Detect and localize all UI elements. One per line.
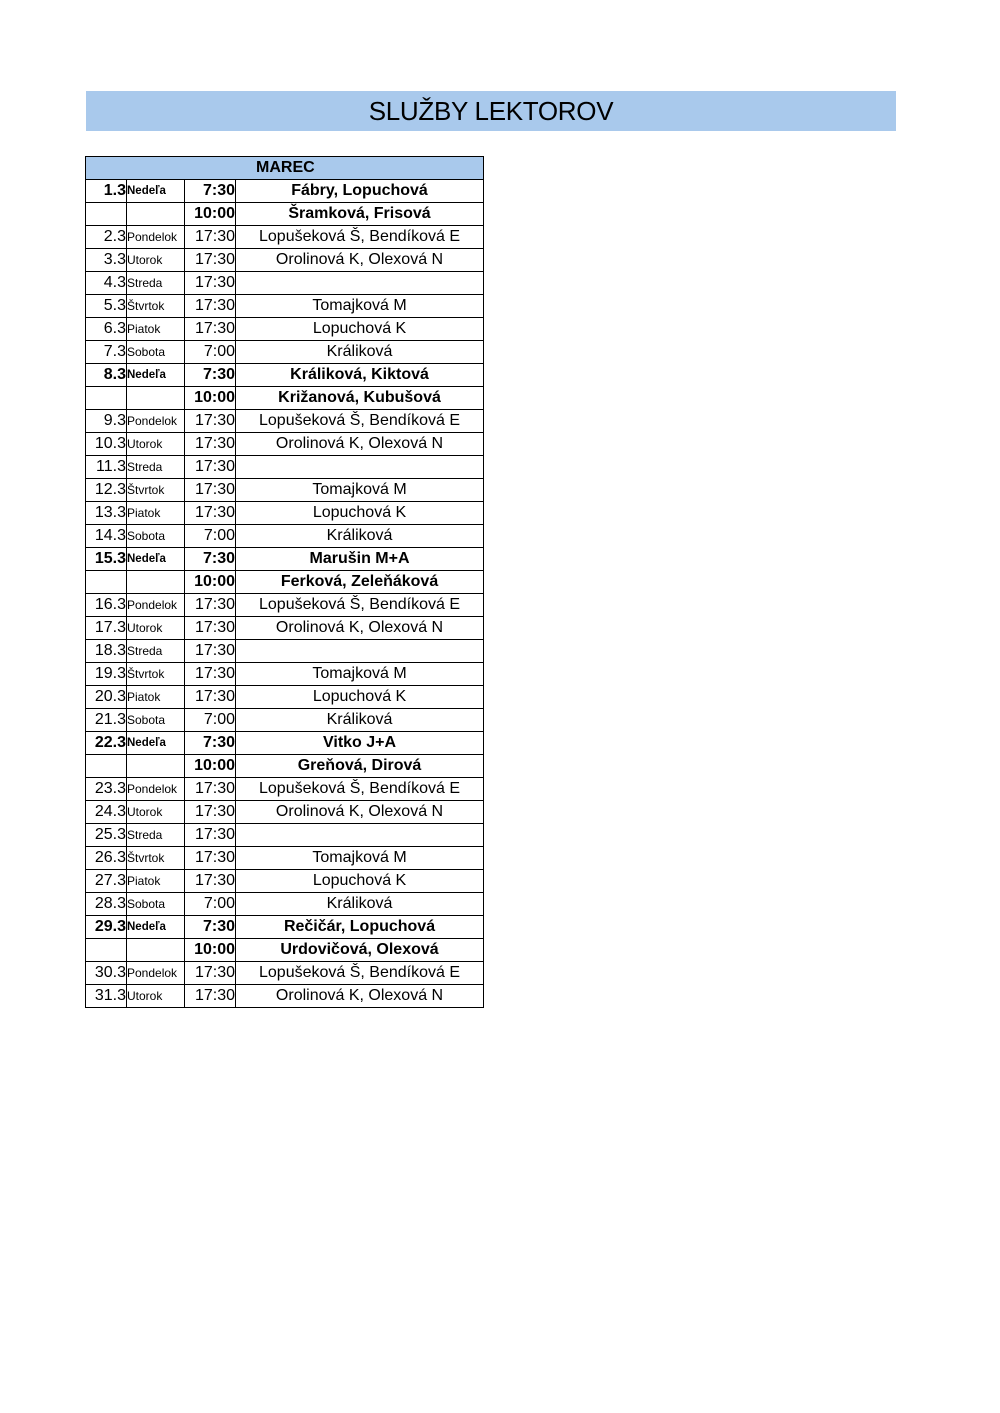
- time-cell: 17:30: [185, 479, 236, 502]
- table-row: [86, 847, 484, 870]
- time-cell: 17:30: [185, 686, 236, 709]
- date-cell: 12.3: [86, 479, 127, 502]
- names-cell: [236, 824, 484, 847]
- day-cell: Štvrtok: [127, 847, 185, 870]
- time-cell: 17:30: [185, 249, 236, 272]
- page-title: SLUŽBY LEKTOROV: [86, 91, 896, 131]
- day-cell: Sobota: [127, 709, 185, 732]
- names-cell: Lopuchová K: [236, 502, 484, 525]
- date-cell: 6.3: [86, 318, 127, 341]
- names-cell: Tomajková M: [236, 479, 484, 502]
- day-cell: Štvrtok: [127, 295, 185, 318]
- day-cell: Streda: [127, 272, 185, 295]
- day-cell: Utorok: [127, 433, 185, 456]
- date-cell: 8.3: [86, 364, 127, 387]
- date-cell: 24.3: [86, 801, 127, 824]
- day-cell: Piatok: [127, 502, 185, 525]
- names-cell: Rečičár, Lopuchová: [236, 916, 484, 939]
- time-cell: 7:30: [185, 364, 236, 387]
- date-cell: [86, 203, 127, 226]
- day-cell: [127, 755, 185, 778]
- date-cell: 14.3: [86, 525, 127, 548]
- names-cell: Králiková: [236, 341, 484, 364]
- table-row: [86, 870, 484, 893]
- time-cell: 17:30: [185, 295, 236, 318]
- time-cell: 17:30: [185, 410, 236, 433]
- date-cell: 31.3: [86, 985, 127, 1008]
- time-cell: 17:30: [185, 870, 236, 893]
- time-cell: 17:30: [185, 824, 236, 847]
- date-cell: 11.3: [86, 456, 127, 479]
- date-cell: 13.3: [86, 502, 127, 525]
- day-cell: [127, 387, 185, 410]
- time-cell: 7:30: [185, 180, 236, 203]
- date-cell: 22.3: [86, 732, 127, 755]
- day-cell: Sobota: [127, 893, 185, 916]
- date-cell: 1.3: [86, 180, 127, 203]
- names-cell: [236, 640, 484, 663]
- names-cell: Orolinová K, Olexová N: [236, 617, 484, 640]
- date-cell: 2.3: [86, 226, 127, 249]
- day-cell: Pondelok: [127, 778, 185, 801]
- names-cell: Tomajková M: [236, 847, 484, 870]
- time-cell: 17:30: [185, 502, 236, 525]
- names-cell: Lopušeková Š, Bendíková E: [236, 226, 484, 249]
- day-cell: [127, 571, 185, 594]
- table-row: [86, 916, 484, 939]
- date-cell: 16.3: [86, 594, 127, 617]
- time-cell: 17:30: [185, 640, 236, 663]
- time-cell: 7:00: [185, 709, 236, 732]
- date-cell: 21.3: [86, 709, 127, 732]
- schedule-body: [86, 180, 484, 1008]
- names-cell: Orolinová K, Olexová N: [236, 985, 484, 1008]
- date-cell: 29.3: [86, 916, 127, 939]
- date-cell: 28.3: [86, 893, 127, 916]
- table-row: [86, 364, 484, 387]
- day-cell: Sobota: [127, 341, 185, 364]
- table-row: [86, 617, 484, 640]
- names-cell: Tomajková M: [236, 663, 484, 686]
- table-row: [86, 180, 484, 203]
- time-cell: 17:30: [185, 801, 236, 824]
- date-cell: 20.3: [86, 686, 127, 709]
- names-cell: Vitko J+A: [236, 732, 484, 755]
- table-row: [86, 686, 484, 709]
- table-row: [86, 778, 484, 801]
- time-cell: 17:30: [185, 617, 236, 640]
- time-cell: 7:00: [185, 525, 236, 548]
- date-cell: [86, 387, 127, 410]
- table-row: [86, 548, 484, 571]
- table-row: [86, 663, 484, 686]
- table-row: [86, 295, 484, 318]
- table-row: [86, 410, 484, 433]
- day-cell: Pondelok: [127, 962, 185, 985]
- day-cell: Sobota: [127, 525, 185, 548]
- names-cell: Tomajková M: [236, 295, 484, 318]
- time-cell: 7:30: [185, 916, 236, 939]
- table-row: [86, 433, 484, 456]
- day-cell: Pondelok: [127, 226, 185, 249]
- day-cell: Streda: [127, 456, 185, 479]
- names-cell: Križanová, Kubušová: [236, 387, 484, 410]
- names-cell: Lopušeková Š, Bendíková E: [236, 594, 484, 617]
- date-cell: 4.3: [86, 272, 127, 295]
- table-row: [86, 387, 484, 410]
- day-cell: Nedeľa: [127, 916, 185, 939]
- day-cell: Nedeľa: [127, 364, 185, 387]
- names-cell: Greňová, Dirová: [236, 755, 484, 778]
- day-cell: Utorok: [127, 801, 185, 824]
- day-cell: Pondelok: [127, 594, 185, 617]
- table-row: [86, 962, 484, 985]
- date-cell: 23.3: [86, 778, 127, 801]
- date-cell: 7.3: [86, 341, 127, 364]
- date-cell: [86, 939, 127, 962]
- names-cell: Orolinová K, Olexová N: [236, 249, 484, 272]
- time-cell: 17:30: [185, 456, 236, 479]
- time-cell: 17:30: [185, 962, 236, 985]
- time-cell: 10:00: [185, 755, 236, 778]
- day-cell: Utorok: [127, 617, 185, 640]
- table-row: [86, 939, 484, 962]
- table-row: [86, 640, 484, 663]
- time-cell: 17:30: [185, 663, 236, 686]
- table-row: [86, 525, 484, 548]
- day-cell: Nedeľa: [127, 732, 185, 755]
- day-cell: Pondelok: [127, 410, 185, 433]
- time-cell: 10:00: [185, 203, 236, 226]
- table-row: [86, 985, 484, 1008]
- table-row: [86, 456, 484, 479]
- table-row: [86, 226, 484, 249]
- time-cell: 17:30: [185, 778, 236, 801]
- names-cell: [236, 272, 484, 295]
- time-cell: 10:00: [185, 387, 236, 410]
- time-cell: 7:00: [185, 341, 236, 364]
- date-cell: 15.3: [86, 548, 127, 571]
- day-cell: [127, 203, 185, 226]
- date-cell: 27.3: [86, 870, 127, 893]
- names-cell: Lopuchová K: [236, 318, 484, 341]
- time-cell: 7:00: [185, 893, 236, 916]
- month-header-row: [86, 157, 484, 180]
- names-cell: Šramková, Frisová: [236, 203, 484, 226]
- date-cell: [86, 571, 127, 594]
- day-cell: Utorok: [127, 249, 185, 272]
- names-cell: Králiková, Kiktová: [236, 364, 484, 387]
- names-cell: Lopušeková Š, Bendíková E: [236, 778, 484, 801]
- table-row: [86, 594, 484, 617]
- day-cell: Streda: [127, 824, 185, 847]
- names-cell: Urdovičová, Olexová: [236, 939, 484, 962]
- day-cell: Piatok: [127, 870, 185, 893]
- day-cell: Streda: [127, 640, 185, 663]
- table-row: [86, 249, 484, 272]
- names-cell: Králiková: [236, 709, 484, 732]
- date-cell: 26.3: [86, 847, 127, 870]
- day-cell: Nedeľa: [127, 548, 185, 571]
- names-cell: Ferková, Zeleňáková: [236, 571, 484, 594]
- table-row: [86, 801, 484, 824]
- time-cell: 17:30: [185, 985, 236, 1008]
- table-row: [86, 272, 484, 295]
- month-header: MAREC: [86, 157, 484, 180]
- time-cell: 10:00: [185, 571, 236, 594]
- date-cell: 25.3: [86, 824, 127, 847]
- time-cell: 17:30: [185, 318, 236, 341]
- day-cell: Utorok: [127, 985, 185, 1008]
- day-cell: Piatok: [127, 686, 185, 709]
- names-cell: Orolinová K, Olexová N: [236, 801, 484, 824]
- day-cell: Štvrtok: [127, 479, 185, 502]
- time-cell: 17:30: [185, 847, 236, 870]
- table-row: [86, 571, 484, 594]
- date-cell: 10.3: [86, 433, 127, 456]
- time-cell: 17:30: [185, 226, 236, 249]
- table-row: [86, 824, 484, 847]
- date-cell: 3.3: [86, 249, 127, 272]
- table-row: [86, 502, 484, 525]
- time-cell: 17:30: [185, 272, 236, 295]
- day-cell: [127, 939, 185, 962]
- table-row: [86, 732, 484, 755]
- time-cell: 7:30: [185, 548, 236, 571]
- table-row: [86, 203, 484, 226]
- date-cell: 18.3: [86, 640, 127, 663]
- names-cell: Lopušeková Š, Bendíková E: [236, 410, 484, 433]
- date-cell: [86, 755, 127, 778]
- table-row: [86, 479, 484, 502]
- table-row: [86, 318, 484, 341]
- table-row: [86, 709, 484, 732]
- date-cell: 17.3: [86, 617, 127, 640]
- table-row: [86, 755, 484, 778]
- names-cell: Lopuchová K: [236, 870, 484, 893]
- time-cell: 17:30: [185, 594, 236, 617]
- names-cell: Marušin M+A: [236, 548, 484, 571]
- names-cell: Králiková: [236, 525, 484, 548]
- names-cell: Lopuchová K: [236, 686, 484, 709]
- date-cell: 19.3: [86, 663, 127, 686]
- names-cell: Orolinová K, Olexová N: [236, 433, 484, 456]
- names-cell: [236, 456, 484, 479]
- names-cell: Fábry, Lopuchová: [236, 180, 484, 203]
- table-row: [86, 893, 484, 916]
- day-cell: Piatok: [127, 318, 185, 341]
- names-cell: Lopušeková Š, Bendíková E: [236, 962, 484, 985]
- table-row: [86, 341, 484, 364]
- date-cell: 30.3: [86, 962, 127, 985]
- date-cell: 9.3: [86, 410, 127, 433]
- time-cell: 7:30: [185, 732, 236, 755]
- schedule-table: [85, 156, 484, 1008]
- day-cell: Nedeľa: [127, 180, 185, 203]
- time-cell: 10:00: [185, 939, 236, 962]
- names-cell: Králiková: [236, 893, 484, 916]
- day-cell: Štvrtok: [127, 663, 185, 686]
- date-cell: 5.3: [86, 295, 127, 318]
- time-cell: 17:30: [185, 433, 236, 456]
